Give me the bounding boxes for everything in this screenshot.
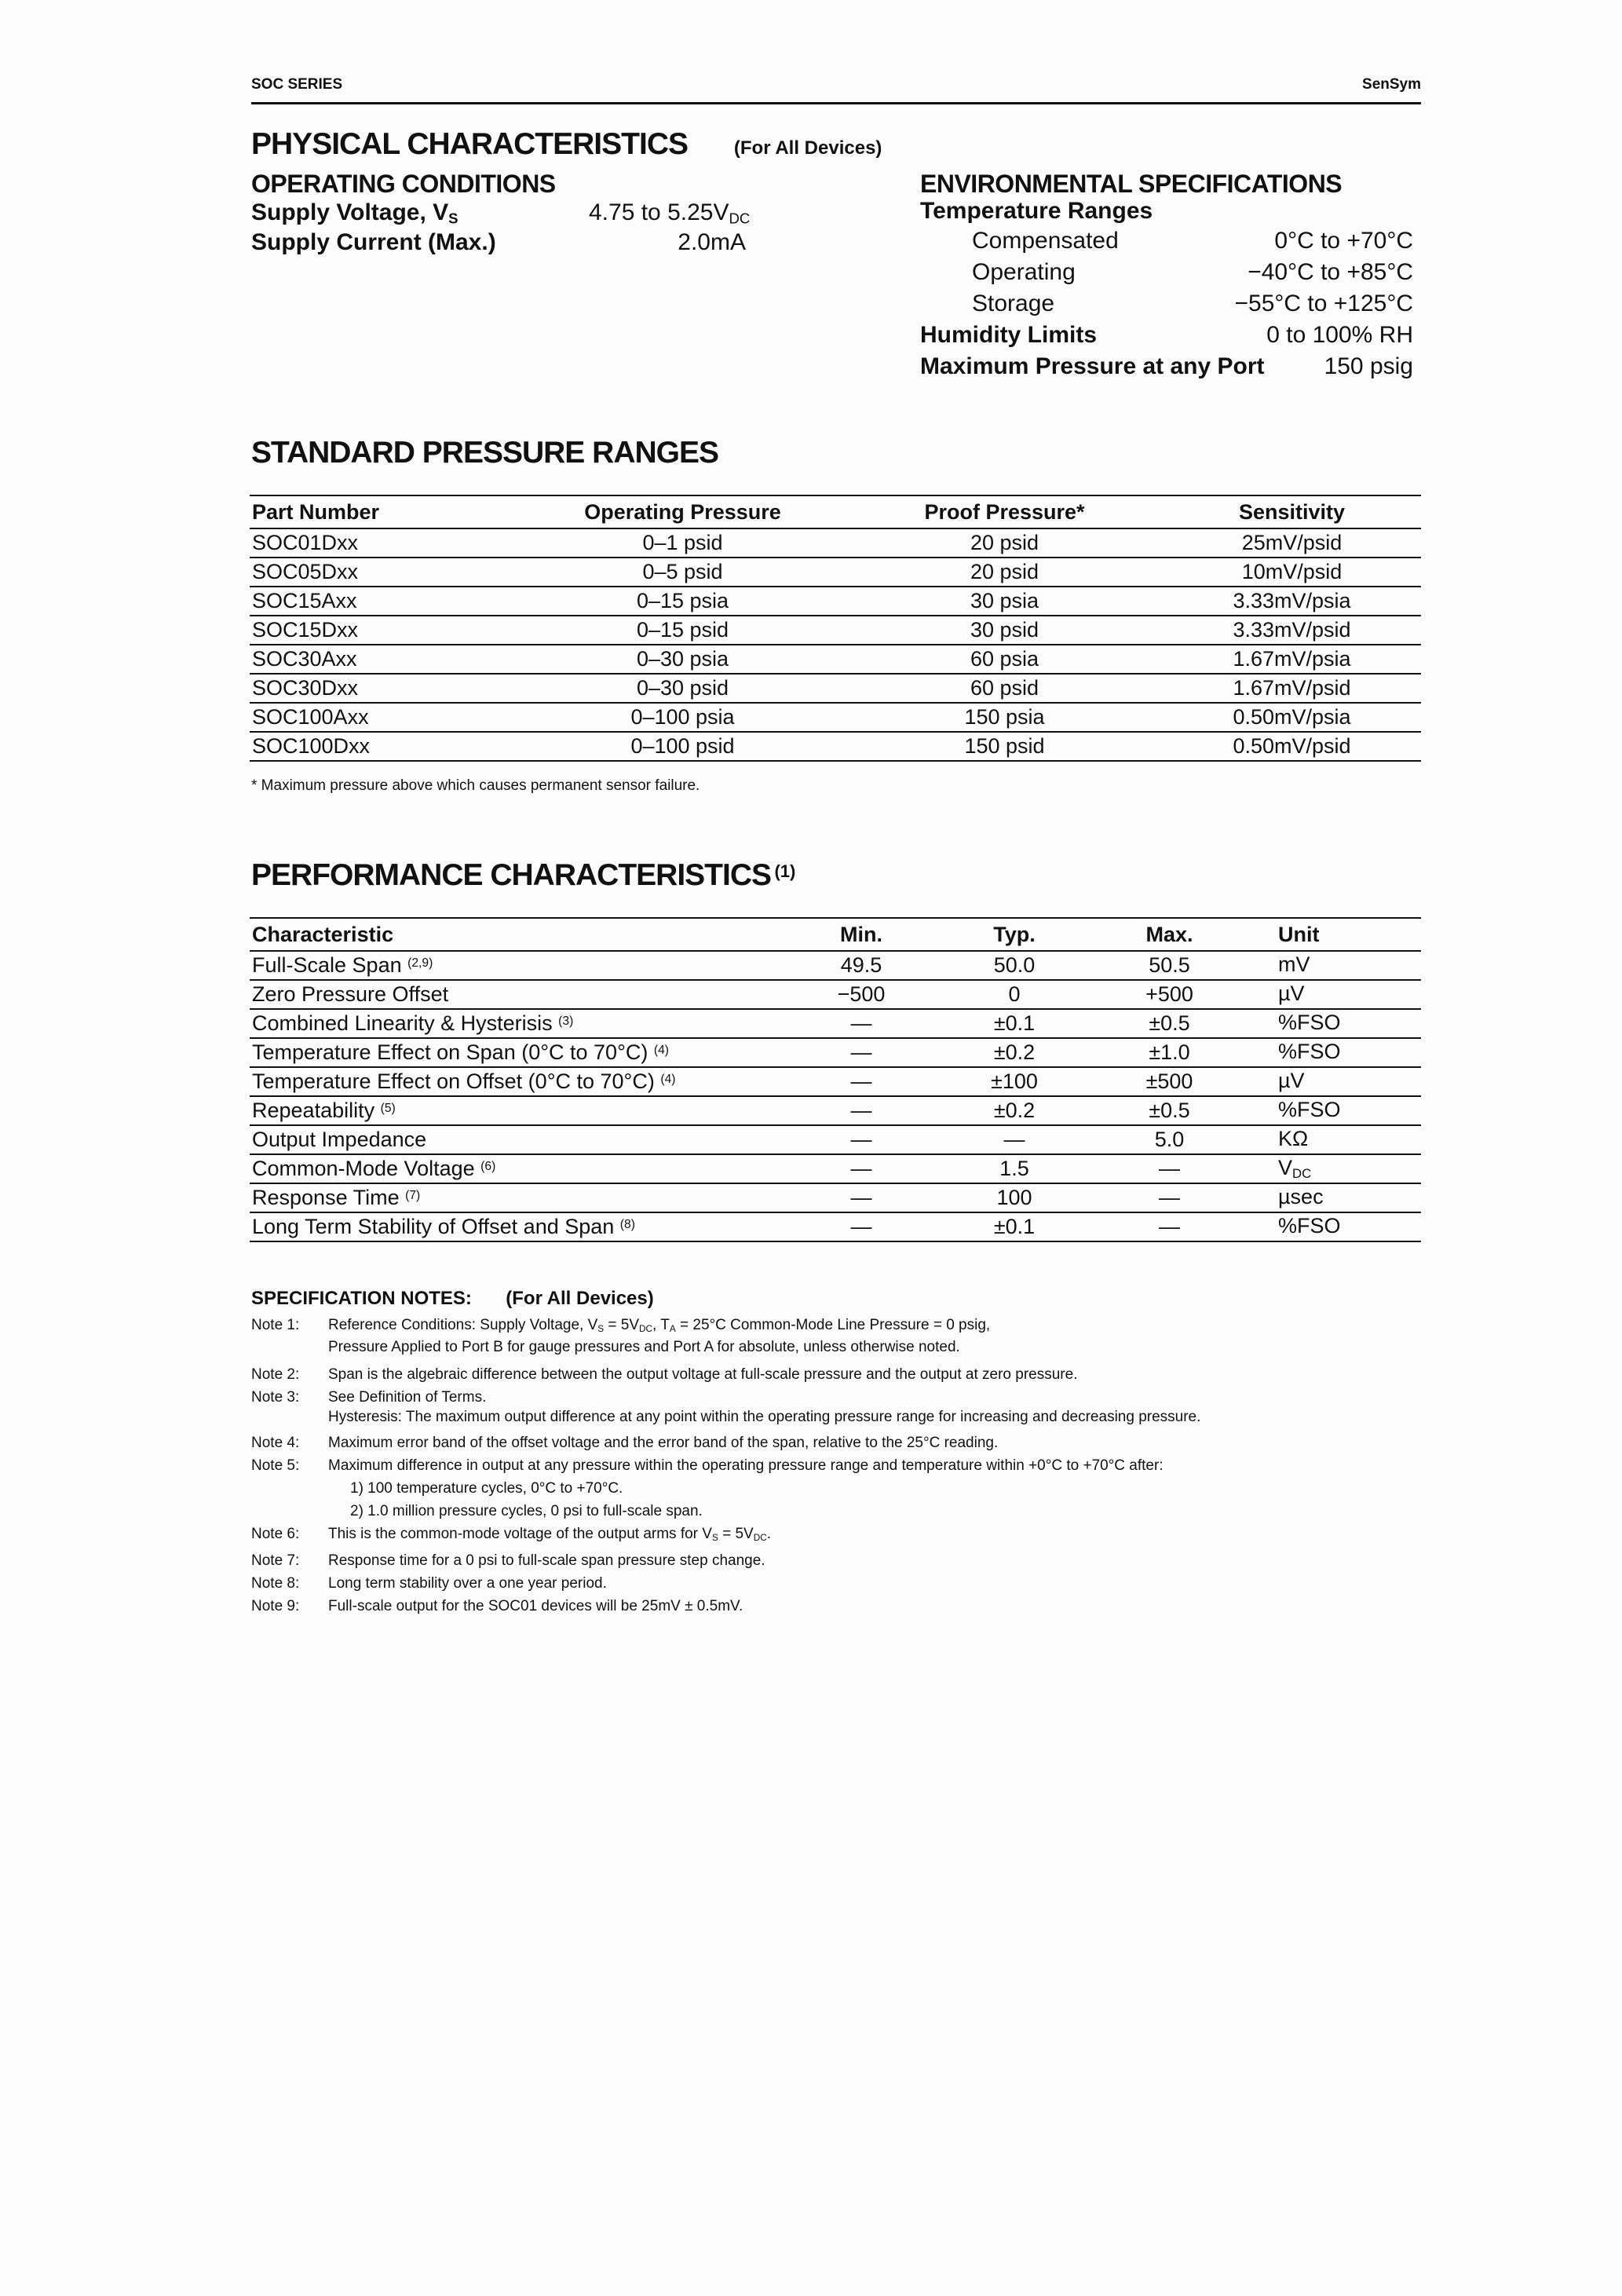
table-row <box>250 528 1421 558</box>
physical-qualifier: (For All Devices) <box>733 137 882 159</box>
note-text: See Definition of Terms. <box>328 1388 487 1406</box>
notes-qualifier: (For All Devices) <box>506 1288 654 1309</box>
cell: SOC100Dxx <box>250 732 517 761</box>
performance-title-row <box>251 858 795 893</box>
cell: 20 psid <box>846 528 1160 558</box>
physical-title: PHYSICAL CHARACTERISTICS <box>251 127 688 161</box>
max-pressure-value: 150 psig <box>1324 353 1413 379</box>
cell: ±0.1 <box>937 1212 1090 1241</box>
cell: SOC15Dxx <box>250 616 517 645</box>
col-operating-pressure: Operating Pressure <box>517 495 846 528</box>
note-8 <box>251 1572 1350 1595</box>
cell: 150 psia <box>846 703 1160 732</box>
supply-voltage-label: Supply Voltage, $V_S$ <box>251 199 458 227</box>
table-header-row <box>250 918 1421 951</box>
note-text: Maximum difference in output at any pressure within the operating pressure range and temperature within +0°C to +70°C after: <box>328 1457 1164 1474</box>
brand-label: SenSym <box>1362 76 1421 93</box>
note-text: 2) 1.0 million pressure cycles, 0 psi to full-scale span. <box>350 1502 703 1519</box>
cell: 10mV/psid <box>1160 558 1421 587</box>
table-row <box>250 1183 1421 1212</box>
table-row <box>250 558 1421 587</box>
cell: ±0.5 <box>1090 1096 1247 1125</box>
temp-storage-value: −55°C to +125°C <box>1234 291 1413 316</box>
cell: — <box>784 1154 937 1183</box>
cell: µV <box>1247 980 1421 1009</box>
note-key: Note 2: <box>251 1366 300 1383</box>
environmental-title: ENVIRONMENTAL SPECIFICATIONS <box>920 170 1343 198</box>
cell: 0–15 psia <box>517 587 846 616</box>
note-text: Span is the algebraic difference between the output voltage at full-scale pressure and the output at zero pressure. <box>328 1366 1078 1383</box>
temp-operating-value: −40°C to +85°C <box>1248 259 1413 285</box>
cell: 3.33mV/psia <box>1160 587 1421 616</box>
note-key: Note 8: <box>251 1574 300 1592</box>
cell: Temperature Effect on Span (0°C to 70°C) $^{(4)}$ <box>250 1038 784 1067</box>
series-label: SOC SERIES <box>251 76 343 93</box>
cell: — <box>784 1038 937 1067</box>
cell: 30 psid <box>846 616 1160 645</box>
table-row <box>250 645 1421 674</box>
cell: ±1.0 <box>1090 1038 1247 1067</box>
cell: — <box>937 1125 1090 1154</box>
cell: SOC100Axx <box>250 703 517 732</box>
note-1-cont <box>251 1336 1350 1358</box>
cell: 0–15 psid <box>517 616 846 645</box>
note-text: Long term stability over a one year period. <box>328 1574 607 1592</box>
cell: %FSO <box>1247 1038 1421 1067</box>
table-row <box>250 674 1421 703</box>
cell: 60 psia <box>846 645 1160 674</box>
cell: %FSO <box>1247 1096 1421 1125</box>
cell: 49.5 <box>784 951 937 980</box>
notes-title-row <box>251 1288 654 1310</box>
note-5-item-1 <box>251 1477 1350 1500</box>
cell: — <box>784 1009 937 1038</box>
col-typ: Typ. <box>937 918 1090 951</box>
col-characteristic: Characteristic <box>250 918 784 951</box>
table-row <box>250 951 1421 980</box>
note-7 <box>251 1549 1350 1572</box>
cell: Temperature Effect on Offset (0°C to 70°C) $^{(4)}$ <box>250 1067 784 1096</box>
note-text: 1) 100 temperature cycles, 0°C to +70°C. <box>350 1479 623 1497</box>
cell: 100 <box>937 1183 1090 1212</box>
cell: — <box>784 1067 937 1096</box>
cell: Long Term Stability of Offset and Span $^{(8)}$ <box>250 1212 784 1241</box>
note-key: Note 6: <box>251 1525 300 1542</box>
cell: SOC30Dxx <box>250 674 517 703</box>
note-9 <box>251 1595 1350 1618</box>
cell: %FSO <box>1247 1212 1421 1241</box>
performance-title-note: (1) <box>774 861 796 881</box>
performance-title: PERFORMANCE CHARACTERISTICS <box>251 858 772 892</box>
table-row <box>250 1009 1421 1038</box>
cell: 3.33mV/psid <box>1160 616 1421 645</box>
cell: Combined Linearity & Hysterisis $^{(3)}$ <box>250 1009 784 1038</box>
table-row <box>250 1125 1421 1154</box>
cell: Zero Pressure Offset <box>250 980 784 1009</box>
spec-notes <box>251 1314 1350 1618</box>
cell: 30 psia <box>846 587 1160 616</box>
temp-compensated-label: Compensated <box>972 228 1119 254</box>
temp-storage-label: Storage <box>972 291 1055 316</box>
performance-table <box>250 917 1421 1242</box>
cell: ±100 <box>937 1067 1090 1096</box>
col-max: Max. <box>1090 918 1247 951</box>
temp-ranges-title: Temperature Ranges <box>920 198 1153 224</box>
table-row <box>250 1067 1421 1096</box>
note-text: Reference Conditions: Supply Voltage, $V_S = 5V_{DC}$, $T_A = 25^\circ C$ Common-Mode Line Pressure = 0 psig, <box>328 1317 991 1334</box>
cell: 1.67mV/psid <box>1160 674 1421 703</box>
col-proof-pressure: Proof Pressure* <box>846 495 1160 528</box>
note-4 <box>251 1431 1350 1454</box>
cell: Full-Scale Span $^{(2,9)}$ <box>250 951 784 980</box>
cell: — <box>784 1212 937 1241</box>
humidity-label: Humidity Limits <box>920 322 1098 348</box>
col-sensitivity: Sensitivity <box>1160 495 1421 528</box>
note-key: Note 7: <box>251 1552 300 1569</box>
note-text: Hysteresis: The maximum output difference at any point within the operating pressure range for increasing and decreasing pressure. <box>328 1408 1201 1425</box>
cell: 0.50mV/psid <box>1160 732 1421 761</box>
temp-operating-label: Operating <box>972 259 1076 285</box>
cell: −500 <box>784 980 937 1009</box>
cell: 1.5 <box>937 1154 1090 1183</box>
table-row <box>250 1212 1421 1241</box>
cell: — <box>784 1096 937 1125</box>
cell: 50.0 <box>937 951 1090 980</box>
cell: 150 psid <box>846 732 1160 761</box>
cell: ±0.2 <box>937 1096 1090 1125</box>
cell: — <box>784 1183 937 1212</box>
cell: 50.5 <box>1090 951 1247 980</box>
table-row <box>250 703 1421 732</box>
note-text: Maximum error band of the offset voltage and the error band of the span, relative to the 25°C reading. <box>328 1434 999 1451</box>
cell: Repeatability $^{(5)}$ <box>250 1096 784 1125</box>
cell: 0–5 psid <box>517 558 846 587</box>
cell: %FSO <box>1247 1009 1421 1038</box>
cell: ±0.5 <box>1090 1009 1247 1038</box>
note-text: This is the common-mode voltage of the output arms for $V_S = 5V_{DC}$. <box>328 1525 771 1543</box>
note-key: Note 9: <box>251 1597 300 1614</box>
cell: KΩ <box>1247 1125 1421 1154</box>
note-key: Note 3: <box>251 1388 300 1406</box>
note-text: Pressure Applied to Port B for gauge pressures and Port A for absolute, unless otherwise noted. <box>328 1338 960 1355</box>
pressure-ranges-title: STANDARD PRESSURE RANGES <box>251 436 719 470</box>
cell: 0–1 psid <box>517 528 846 558</box>
cell: mV <box>1247 951 1421 980</box>
note-key: Note 1: <box>251 1317 300 1333</box>
note-text: Full-scale output for the SOC01 devices will be 25mV ± 0.5mV. <box>328 1597 743 1614</box>
humidity-value: 0 to 100% RH <box>1266 322 1413 348</box>
cell: µsec <box>1247 1183 1421 1212</box>
cell: 5.0 <box>1090 1125 1247 1154</box>
table-row <box>250 1096 1421 1125</box>
cell: ±500 <box>1090 1067 1247 1096</box>
table-header-row <box>250 495 1421 528</box>
cell: 0–30 psia <box>517 645 846 674</box>
operating-conditions-title: OPERATING CONDITIONS <box>251 170 556 198</box>
physical-title-row <box>251 127 882 162</box>
table-row <box>250 1154 1421 1183</box>
cell: 60 psid <box>846 674 1160 703</box>
note-key: Note 4: <box>251 1434 300 1451</box>
table-row <box>250 616 1421 645</box>
table-row <box>250 980 1421 1009</box>
note-3-cont <box>251 1406 1350 1428</box>
cell: 20 psid <box>846 558 1160 587</box>
col-part-number: Part Number <box>250 495 517 528</box>
cell: — <box>1090 1183 1247 1212</box>
cell: +500 <box>1090 980 1247 1009</box>
cell: 1.67mV/psia <box>1160 645 1421 674</box>
max-pressure-label: Maximum Pressure at any Port <box>920 353 1265 379</box>
cell: SOC15Axx <box>250 587 517 616</box>
cell: Common-Mode Voltage $^{(6)}$ <box>250 1154 784 1183</box>
note-2 <box>251 1363 1350 1386</box>
cell: 25mV/psid <box>1160 528 1421 558</box>
col-unit: Unit <box>1247 918 1421 951</box>
cell: 0.50mV/psia <box>1160 703 1421 732</box>
notes-title: SPECIFICATION NOTES: <box>251 1288 472 1309</box>
cell: SOC05Dxx <box>250 558 517 587</box>
cell: SOC30Axx <box>250 645 517 674</box>
note-5-item-2 <box>251 1500 1350 1523</box>
cell: — <box>1090 1212 1247 1241</box>
cell: 0–30 psid <box>517 674 846 703</box>
header-rule <box>251 102 1421 104</box>
note-text: Response time for a 0 psi to full-scale span pressure step change. <box>328 1552 765 1569</box>
cell: Output Impedance <box>250 1125 784 1154</box>
cell: — <box>1090 1154 1247 1183</box>
table-row <box>250 587 1421 616</box>
cell: 0 <box>937 980 1090 1009</box>
table-row <box>250 732 1421 761</box>
temp-compensated-value: 0°C to +70°C <box>1274 228 1413 254</box>
cell: 0–100 psid <box>517 732 846 761</box>
cell: SOC01Dxx <box>250 528 517 558</box>
col-min: Min. <box>784 918 937 951</box>
cell: ±0.1 <box>937 1009 1090 1038</box>
note-key: Note 5: <box>251 1457 300 1474</box>
cell: 0–100 psia <box>517 703 846 732</box>
supply-current-value: 2.0mA <box>678 229 746 255</box>
cell: $V_{DC}$ <box>1247 1154 1421 1183</box>
pressure-ranges-table <box>250 495 1421 762</box>
cell: ±0.2 <box>937 1038 1090 1067</box>
supply-current-label: Supply Current (Max.) <box>251 229 496 255</box>
pressure-footnote: * Maximum pressure above which causes permanent sensor failure. <box>251 777 700 794</box>
table-row <box>250 1038 1421 1067</box>
note-6 <box>251 1523 1350 1549</box>
supply-voltage-value: 4.75 to $5.25V_{DC}$ <box>589 199 751 227</box>
note-5 <box>251 1454 1350 1477</box>
cell: µV <box>1247 1067 1421 1096</box>
cell: — <box>784 1125 937 1154</box>
cell: Response Time $^{(7)}$ <box>250 1183 784 1212</box>
